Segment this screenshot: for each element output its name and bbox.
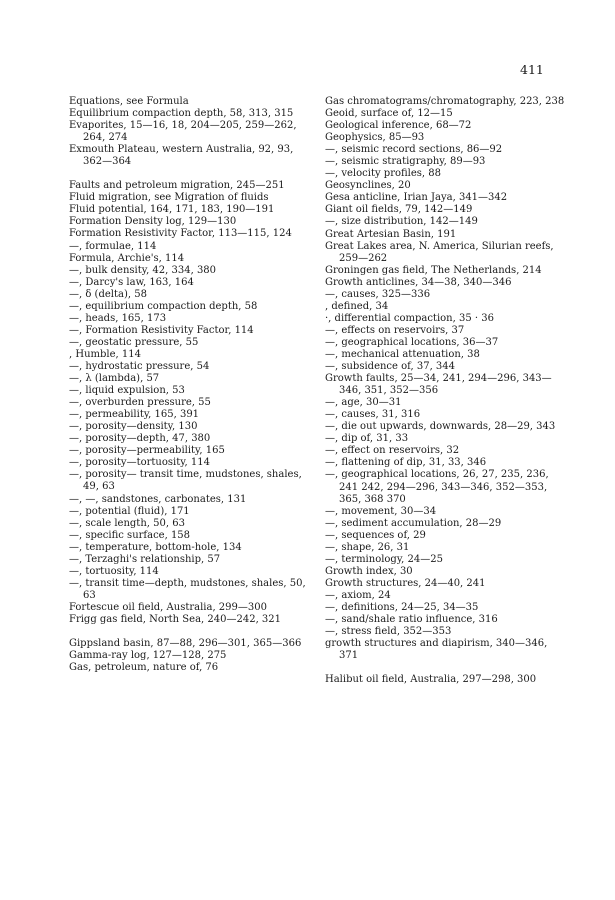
index-entry: —, shape, 26, 31 [325, 541, 410, 553]
index-entry: —, dip of, 31, 33 [325, 433, 409, 445]
index-entry: —, causes, 31, 316 [325, 409, 421, 421]
index-entry: Formation Resistivity Factor, 113—115, 124 [69, 228, 292, 240]
index-column-left [69, 96, 309, 674]
index-entry: —, porosity—density, 130 [69, 421, 198, 433]
index-entry: growth structures and diapirism, 340—346, 371 [325, 638, 548, 662]
index-entry: —, heads, 165, 173 [69, 312, 167, 324]
index-entry: Fortescue oil field, Australia, 299—300 [69, 601, 267, 613]
index-entry: —, Formation Resistivity Factor, 114 [69, 324, 254, 336]
index-entry: —, δ (delta), 58 [69, 288, 147, 300]
index-entry: —, transit time—depth, mudstones, shales, 50, 63 [69, 577, 306, 601]
index-entry: Great Lakes area, N. America, Silurian reefs, 259—262 [325, 240, 554, 264]
index-entry: —, definitions, 24—25, 34—35 [325, 601, 479, 613]
index-entry: —, potential (fluid), 171 [69, 505, 190, 517]
index-entry: Gas chromatograms/chromatography, 223, 238 [325, 96, 565, 107]
index-entry: —, Terzaghi's relationship, 57 [69, 553, 221, 565]
index-entry: —, overburden pressure, 55 [69, 397, 211, 409]
index-entry: —, geographical locations, 36—37 [325, 336, 499, 348]
index-entry: —, stress field, 352—353 [325, 626, 452, 638]
index-entry: —, sediment accumulation, 28—29 [325, 517, 502, 529]
index-column-right [325, 96, 565, 686]
index-entry: —, geographical locations, 26, 27, 235, 236, 241 242, 294—296, 343—346, 352—353, 365, 368 370 [325, 469, 549, 505]
index-entry: —, liquid expulsion, 53 [69, 385, 185, 397]
index-entry: Gesa anticline, Irian Jaya, 341—342 [325, 192, 508, 204]
index-entry: Gas, petroleum, nature of, 76 [69, 662, 219, 674]
index-entry: —, axiom, 24 [325, 589, 391, 601]
index-entry: Geophysics, 85—93 [325, 132, 425, 144]
index-entry: —, scale length, 50, 63 [69, 517, 185, 529]
index-entry: Evaporites, 15—16, 18, 204—205, 259—262, 264, 274 [69, 120, 297, 144]
index-entry: Halibut oil field, Australia, 297—298, 300 [325, 674, 537, 686]
index-entry: Frigg gas field, North Sea, 240—242, 321 [69, 613, 282, 625]
index-entry: —, tortuosity, 114 [69, 565, 159, 577]
index-entry: —, geostatic pressure, 55 [69, 336, 199, 348]
index-entry: Giant oil fields, 79, 142—149 [325, 204, 473, 216]
index-entry: Groningen gas field, The Netherlands, 214 [325, 264, 542, 276]
index-entry: Fluid migration, see Migration of fluids [69, 192, 269, 204]
index-entry: —, bulk density, 42, 334, 380 [69, 264, 217, 276]
index-entry: —, effect on reservoirs, 32 [325, 445, 460, 457]
index-entry: —, size distribution, 142—149 [325, 216, 478, 228]
index-entry: —, temperature, bottom-hole, 134 [69, 541, 242, 553]
index-entry: Gippsland basin, 87—88, 296—301, 365—366 [69, 638, 302, 650]
page-number: 411 [520, 62, 544, 77]
index-entry: Exmouth Plateau, western Australia, 92, 93, 362—364 [69, 144, 294, 168]
index-entry: Growth anticlines, 34—38, 340—346 [325, 276, 512, 288]
index-entry: —, porosity—depth, 47, 380 [69, 433, 211, 445]
index-entry: —, —, sandstones, carbonates, 131 [69, 493, 247, 505]
index-entry: —, equilibrium compaction depth, 58 [69, 300, 258, 312]
index-entry: Geosynclines, 20 [325, 180, 411, 192]
index-entry: Great Artesian Basin, 191 [325, 228, 457, 240]
index-entry: Growth structures, 24—40, 241 [325, 577, 486, 589]
index-entry: Formula, Archie's, 114 [69, 252, 185, 264]
index-entry: —, subsidence of, 37, 344 [325, 361, 456, 373]
index-entry: ·, differential compaction, 35 · 36 [325, 312, 494, 324]
index-entry: —, terminology, 24—25 [325, 553, 443, 565]
index-entry: Equilibrium compaction depth, 58, 313, 315 [69, 108, 294, 120]
index-entry: —, λ (lambda), 57 [69, 373, 160, 385]
index-entry: , defined, 34 [325, 300, 389, 312]
index-entry: —, mechanical attenuation, 38 [325, 348, 480, 360]
index-entry: Growth index, 30 [325, 565, 413, 577]
index-entry: —, seismic stratigraphy, 89—93 [325, 156, 486, 168]
index-entry: —, porosity—permeability, 165 [69, 445, 225, 457]
index-entry: —, age, 30—31 [325, 397, 402, 409]
index-entry: , Humble, 114 [69, 348, 141, 360]
index-entry: Growth faults, 25—34, 241, 294—296, 343—346, 351, 352—356 [325, 373, 552, 397]
index-entry: —, sand/shale ratio influence, 316 [325, 614, 498, 626]
index-entry: Formation Density log, 129—130 [69, 216, 237, 228]
index-entry: —, movement, 30—34 [325, 505, 437, 517]
index-entry: Faults and petroleum migration, 245—251 [69, 180, 285, 192]
index-entry: —, permeability, 165, 391 [69, 409, 200, 421]
index-entry: —, sequences of, 29 [325, 529, 426, 541]
index-entry: —, porosity— transit time, mudstones, shales, 49, 63 [69, 469, 302, 493]
index-entry: —, die out upwards, downwards, 28—29, 343 [325, 421, 556, 433]
index-entry: Geoid, surface of, 12—15 [325, 108, 453, 120]
index-entry: —, formulae, 114 [69, 240, 157, 252]
index-entry: —, hydrostatic pressure, 54 [69, 360, 210, 372]
index-entry: Equations, see Formula [69, 96, 189, 107]
index-entry: —, effects on reservoirs, 37 [325, 324, 465, 336]
index-entry: —, seismic record sections, 86—92 [325, 144, 503, 156]
index-entry: —, Darcy's law, 163, 164 [69, 276, 194, 288]
index-entry: Geological inference, 68—72 [325, 120, 472, 132]
index-entry: Gamma-ray log, 127—128, 275 [69, 650, 227, 662]
index-entry: —, causes, 325—336 [325, 288, 431, 300]
index-entry: —, flattening of dip, 31, 33, 346 [325, 457, 487, 469]
index-entry: —, specific surface, 158 [69, 529, 191, 541]
index-entry: —, porosity—tortuosity, 114 [69, 457, 210, 469]
index-entry: Fluid potential, 164, 171, 183, 190—191 [69, 204, 275, 216]
index-entry: —, velocity profiles, 88 [325, 168, 441, 180]
